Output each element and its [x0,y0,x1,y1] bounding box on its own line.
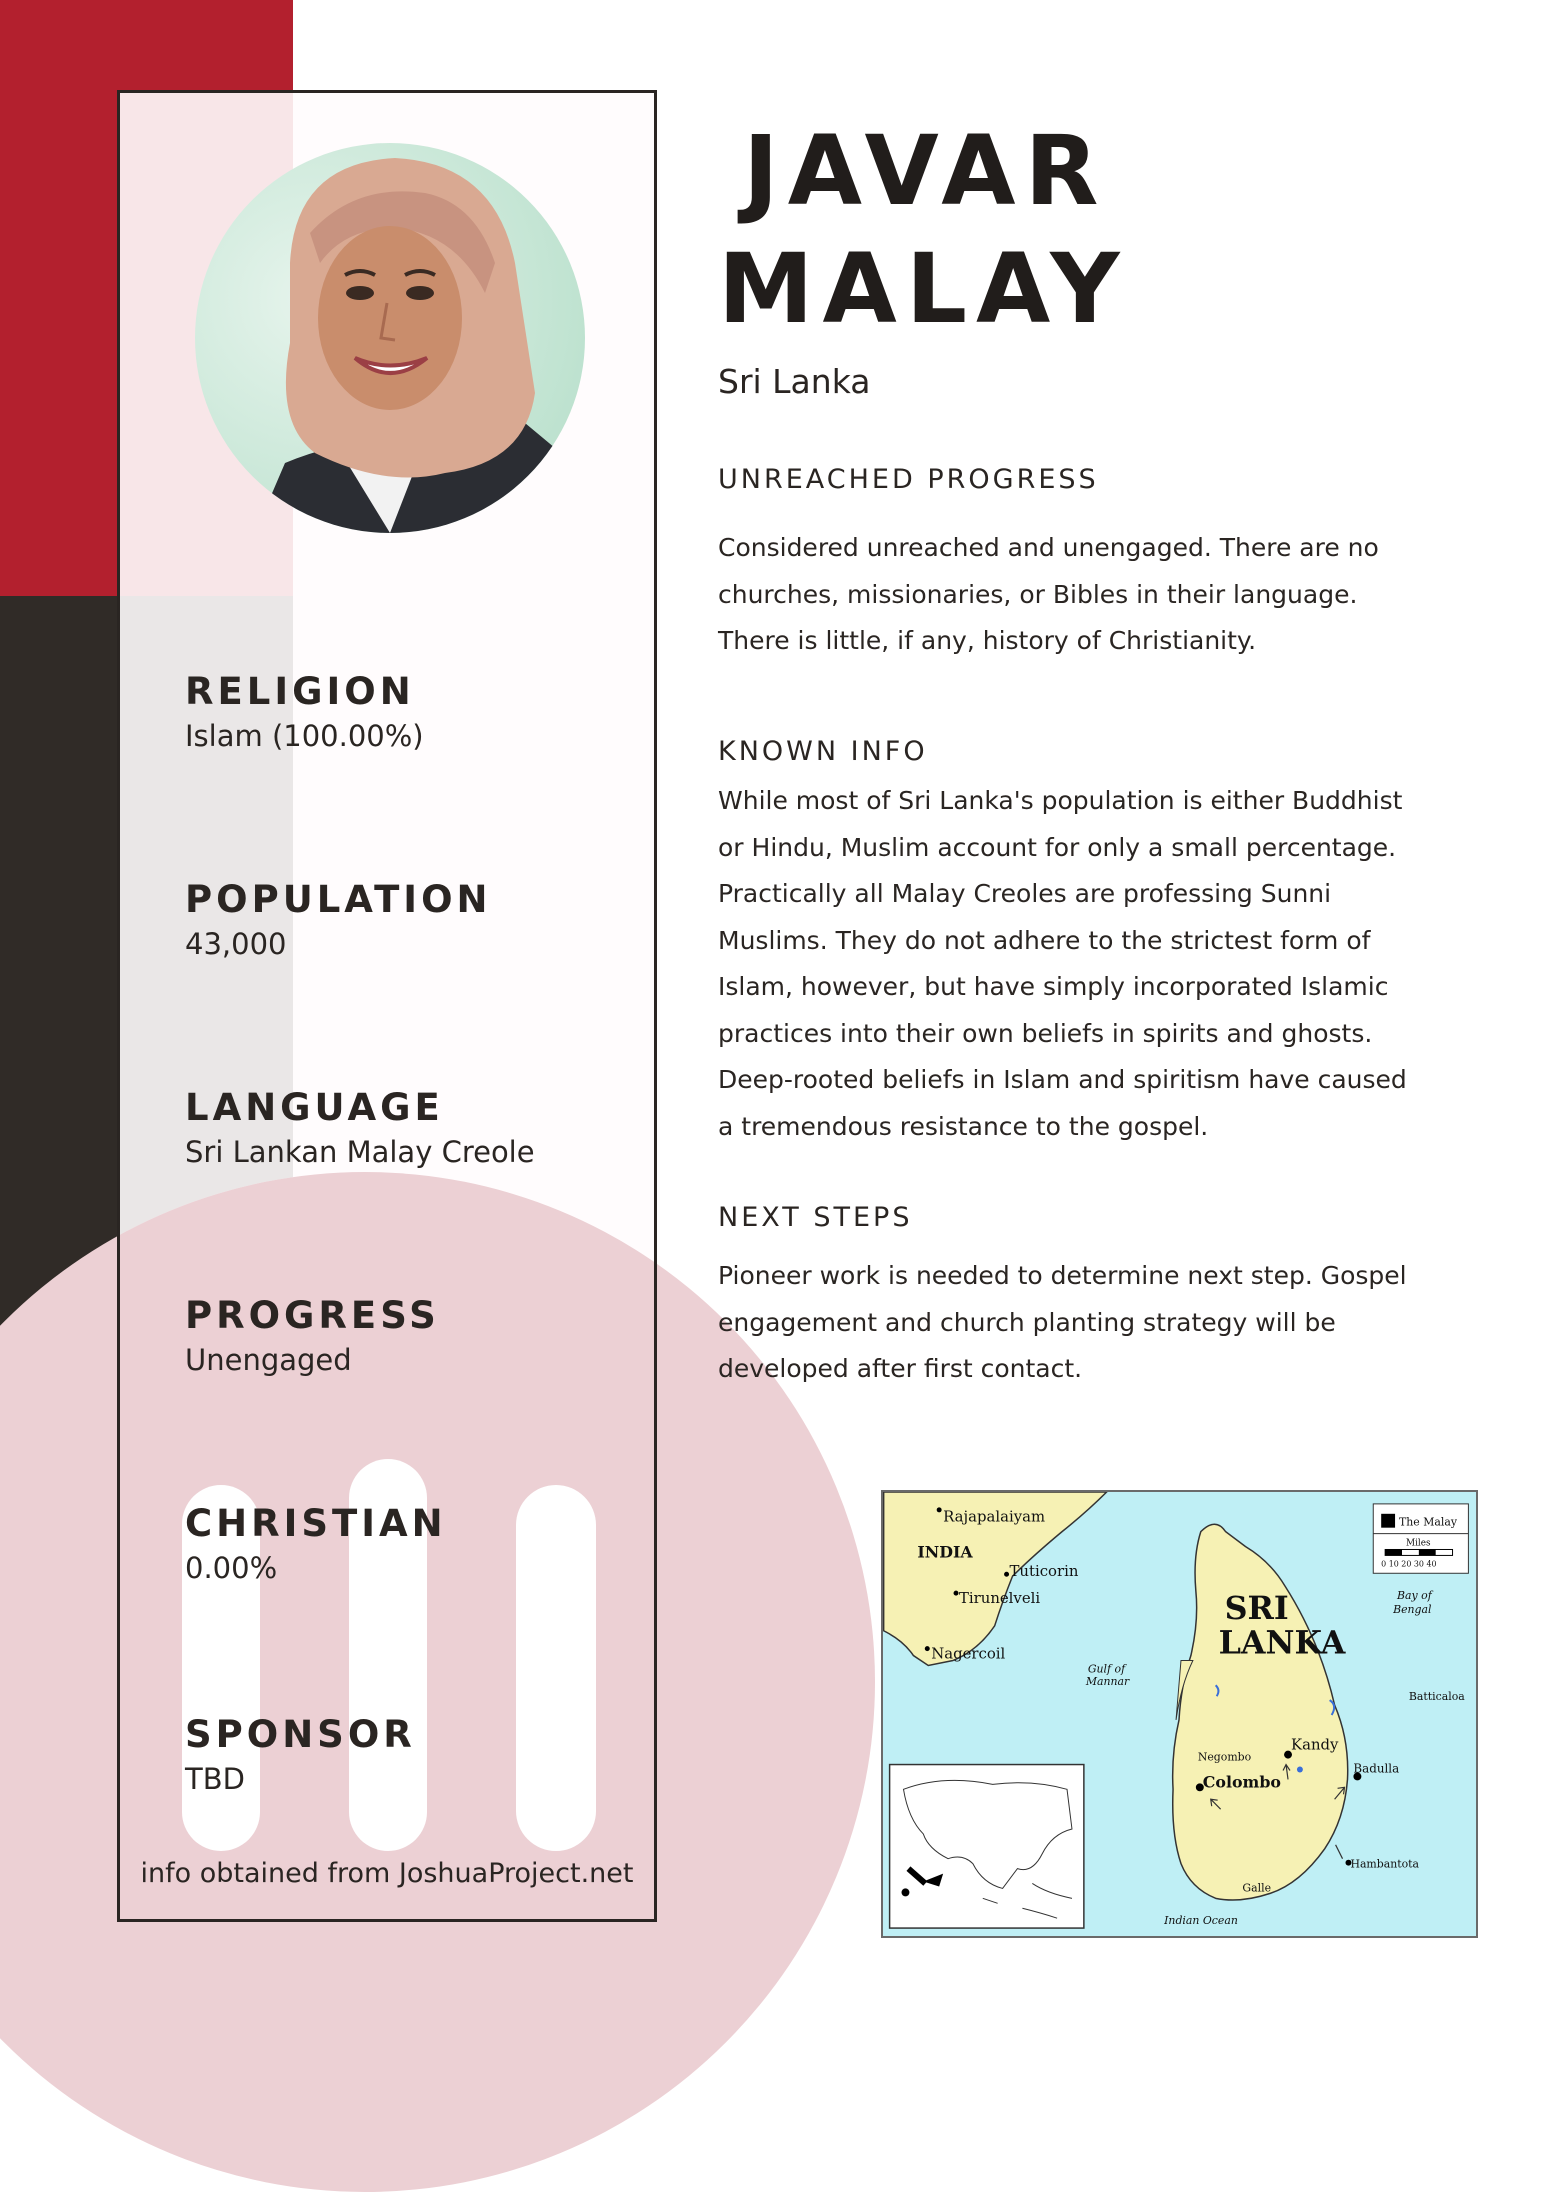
title-line-2: MALAY [718,233,1129,345]
stat-population [185,878,645,964]
map-label-badulla: Badulla [1353,1761,1400,1776]
known-info-line: Deep-rooted beliefs in Islam and spiritism have caused [718,1065,1407,1094]
unreached-heading: UNREACHED PROGRESS [718,464,1099,495]
unreached-line: Considered unreached and unengaged. There are no [718,533,1379,562]
stat-language [185,1086,645,1172]
scale-ticks: 0 10 20 30 40 [1381,1559,1437,1569]
known-info-line: While most of Sri Lanka's population is either Buddhist [718,786,1403,815]
unreached-line: churches, missionaries, or Bibles in their language. [718,579,1358,609]
map-label-rajapalaiyam: Rajapalaiyam [943,1507,1046,1526]
unreached-body [718,525,1438,665]
unreached-line: There is little, if any, history of Christianity. [718,626,1257,655]
known-info-heading: KNOWN INFO [718,736,928,767]
stat-sponsor-label: SPONSOR [185,1713,416,1756]
map-label-galle: Galle [1242,1881,1272,1895]
map-label-negombo: Negombo [1197,1750,1252,1764]
next-steps-body [718,1253,1438,1393]
profile-card [117,90,657,1922]
sri-lanka-map [881,1490,1478,1938]
map-label-india: INDIA [917,1542,973,1562]
legend-label: The Malay [1399,1515,1457,1529]
page-title [718,112,1129,348]
map-label-lanka: LANKA [1218,1624,1346,1662]
map-label-sri: SRI [1224,1589,1289,1627]
stat-progress-label: PROGRESS [185,1294,440,1337]
map-label-colombo: Colombo [1202,1772,1281,1792]
map-label-tuticorin: Tuticorin [1009,1562,1079,1581]
stat-progress-value: Unengaged [185,1343,352,1377]
next-steps-heading: NEXT STEPS [718,1202,913,1233]
stat-religion-label: RELIGION [185,670,415,713]
map-label-hambantota: Hambantota [1350,1857,1420,1871]
source-note: info obtained from JoshuaProject.net [140,1858,634,1889]
known-info-line: or Hindu, Muslim account for only a small percentage. [718,832,1397,862]
map-label-tirunelveli: Tirunelveli [958,1589,1041,1607]
known-info-line: Muslims. They do not adhere to the strictest form of [718,925,1371,955]
scale-title: Miles [1405,1538,1431,1549]
stat-language-value: Sri Lankan Malay Creole [185,1135,535,1169]
next-steps-line: engagement and church planting strategy will be [718,1307,1336,1337]
map-label-kandy: Kandy [1290,1735,1339,1754]
stat-sponsor-value: TBD [185,1762,245,1796]
stat-religion-value: Islam (100.00%) [185,719,424,753]
stat-language-label: LANGUAGE [185,1086,444,1129]
map-label-nagercoil: Nagercoil [931,1644,1006,1663]
stat-population-label: POPULATION [185,878,492,921]
map-label-gulf-1: Gulf of [1087,1662,1126,1676]
stat-progress [185,1294,645,1380]
known-info-line: Islam, however, but have simply incorporated Islamic [718,972,1389,1001]
map-label-ocean: Indian Ocean [1164,1914,1238,1928]
known-info-line: Practically all Malay Creoles are professing Sunni [718,879,1332,908]
map-label-bay-1: Bay of [1397,1589,1432,1603]
next-steps-line: developed after first contact. [718,1354,1083,1383]
map-label-gulf-2: Mannar [1085,1675,1130,1689]
stat-population-value: 43,000 [185,927,287,961]
known-info-line: practices into their own beliefs in spirits and ghosts. [718,1018,1373,1048]
next-steps-line: Pioneer work is needed to determine next step. Gospel [718,1261,1407,1290]
map-label-batticaloa: Batticaloa [1408,1690,1465,1704]
stat-christian-value: 0.00% [185,1551,278,1585]
map-label-bay-2: Bengal [1393,1602,1432,1616]
country-subtitle: Sri Lanka [718,362,871,401]
stat-sponsor [185,1713,645,1799]
stat-christian-label: CHRISTIAN [185,1502,447,1545]
stat-religion [185,670,645,756]
known-info-line: a tremendous resistance to the gospel. [718,1111,1209,1141]
portrait-photo [195,143,585,533]
known-info-body [718,778,1438,1150]
title-line-1: JAVAR [743,115,1108,227]
stat-christian [185,1502,645,1588]
